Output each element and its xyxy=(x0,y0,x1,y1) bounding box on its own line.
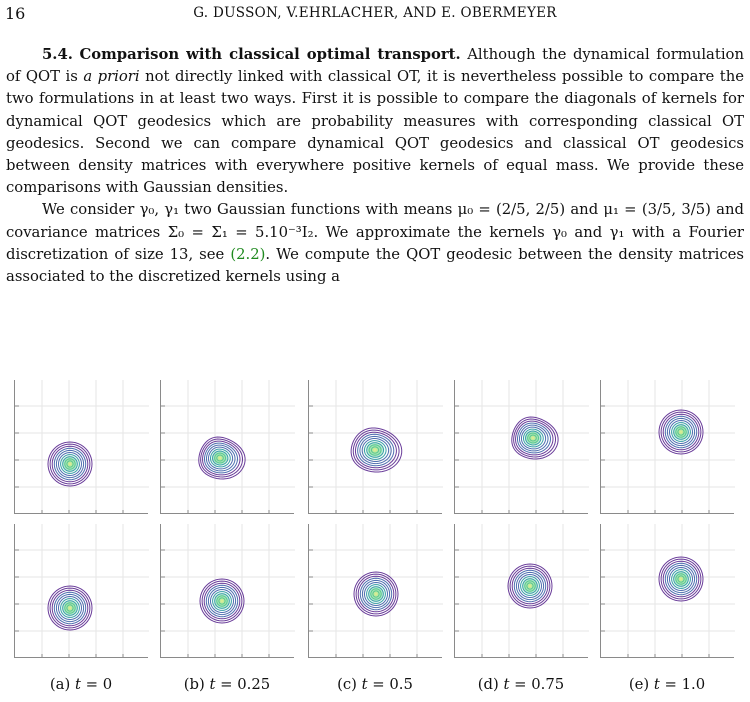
panel-top-b xyxy=(160,380,294,514)
caption-d: (d) t = 0.75 xyxy=(477,676,565,693)
contour-plot xyxy=(161,380,295,514)
page-number: 16 xyxy=(5,4,26,23)
contour-plot xyxy=(455,524,589,658)
panel-top-e xyxy=(600,380,734,514)
panel-top-c xyxy=(308,380,442,514)
caption-c: (c) t = 0.5 xyxy=(337,676,413,693)
panel-bottom-a xyxy=(14,524,148,658)
body-text xyxy=(6,44,744,288)
panel-bottom-b xyxy=(160,524,294,658)
paragraph-1-text-a: Although the dynamical formulation of QOT is xyxy=(6,46,744,86)
contour-plot xyxy=(309,380,443,514)
running-head: G. DUSSON, V.EHRLACHER, AND E. OBERMEYER xyxy=(193,5,557,21)
equation-reference-link[interactable]: (2.2) xyxy=(230,245,266,263)
figure-contour-grid xyxy=(0,378,750,668)
paragraph-2-text-a: We consider γ₀, γ₁ two Gaussian functions with means μ₀ = (2/5, 2/5) and μ₁ = (3/5, 3/5) and covariance matrices Σ₀ = Σ₁ = 5.10⁻³I₂. We approximate the kernels γ₀ and γ₁ with a Fourier discretization of size 13, see xyxy=(6,201,744,263)
section-title: Comparison with classical optimal transport. xyxy=(79,46,461,63)
caption-a: (a) t = 0 xyxy=(49,676,113,693)
contour-plot xyxy=(601,524,735,658)
figure-captions xyxy=(0,676,750,698)
contour-plot xyxy=(601,380,735,514)
contour-plot xyxy=(161,524,295,658)
contour-plot xyxy=(15,524,149,658)
contour-plot xyxy=(455,380,589,514)
caption-b: (b) t = 0.25 xyxy=(183,676,271,693)
panel-bottom-c xyxy=(308,524,442,658)
contour-plot xyxy=(309,524,443,658)
paragraph-2-text-b: . We compute the QOT geodesic between the density matrices associated to the discretized kernels using a xyxy=(6,245,744,286)
caption-e: (e) t = 1.0 xyxy=(628,676,706,693)
paragraph-1-italic: a priori xyxy=(83,68,140,86)
contour-plot xyxy=(15,380,149,514)
panel-top-a xyxy=(14,380,148,514)
section-number: 5.4. xyxy=(42,46,73,63)
panel-top-d xyxy=(454,380,588,514)
page-header xyxy=(0,4,750,28)
paragraph-2 xyxy=(6,199,744,288)
panel-bottom-e xyxy=(600,524,734,658)
panel-bottom-d xyxy=(454,524,588,658)
paragraph-1-text-b: not directly linked with classical OT, it is nevertheless possible to compare the two formulations in at least two ways. First it is possible to compare the diagonals of kernels for dynamical QOT geodesics which are probability measures with corresponding classical OT geodesics. Second we can compare dynamical QOT geodesics and classical OT geodesics between density matrices with everywhere positive kernels of equal mass. We provide these comparisons with Gaussian densities. xyxy=(6,68,744,197)
paragraph-1 xyxy=(6,44,744,199)
